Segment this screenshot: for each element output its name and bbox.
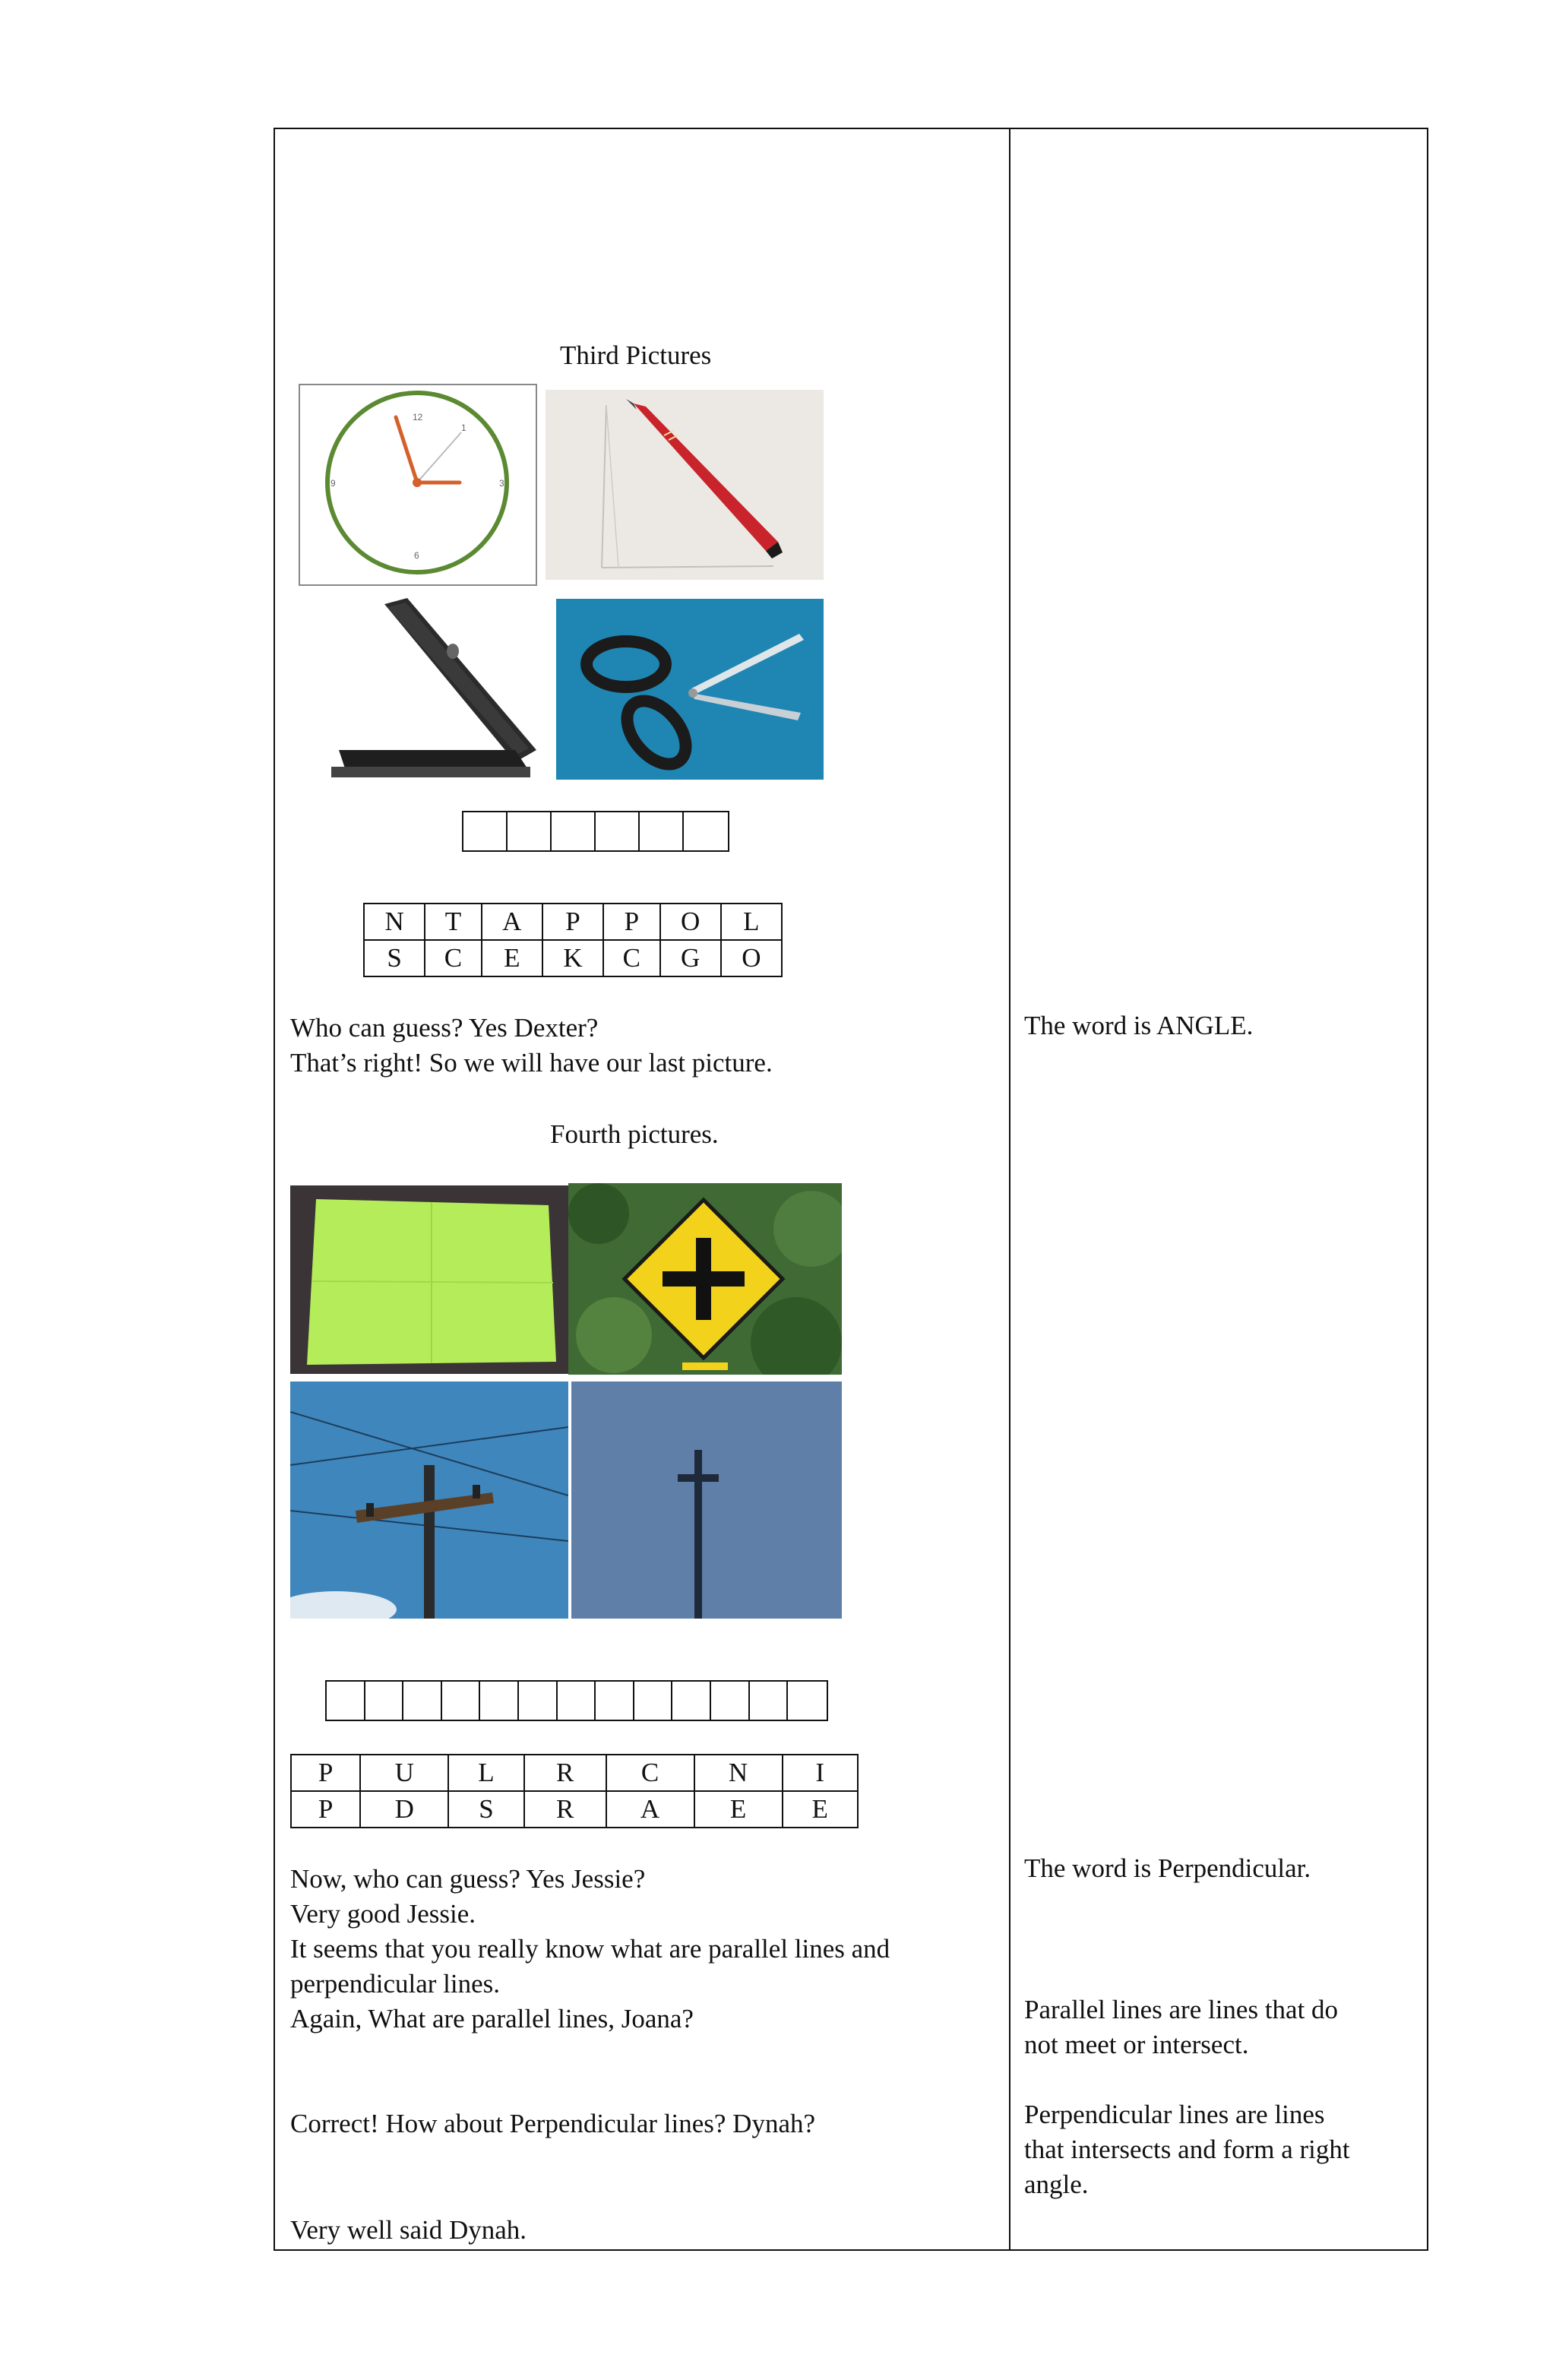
letter-cell: A: [606, 1791, 694, 1828]
svg-text:6: 6: [414, 550, 419, 561]
statement-know-lines: It seems that you really know what are parallel lines and: [290, 1934, 890, 1964]
answer-perpendicular-def-line1: Perpendicular lines are lines: [1024, 2100, 1325, 2129]
svg-text:1: 1: [461, 423, 466, 433]
letter-cell: C: [606, 1755, 694, 1791]
letter-cell: N: [694, 1755, 783, 1791]
letter-cell: K: [542, 940, 603, 976]
letter-cell: L: [448, 1755, 523, 1791]
third-pictures-title: Third Pictures: [560, 340, 712, 370]
letter-cell: O: [721, 940, 782, 976]
road-sign-image: [568, 1183, 842, 1375]
answer-perpendicular-def-line3: angle.: [1024, 2170, 1089, 2199]
praise-dynah: Very well said Dynah.: [290, 2215, 527, 2245]
statement-last-picture: That’s right! So we will have our last picture.: [290, 1048, 773, 1078]
letter-cell: U: [360, 1755, 448, 1791]
question-jessie: Now, who can guess? Yes Jessie?: [290, 1864, 646, 1894]
answer-parallel-line2: not meet or intersect.: [1024, 2030, 1249, 2059]
svg-text:9: 9: [330, 478, 336, 489]
cross-pole-image: [571, 1381, 842, 1619]
answer-perpendicular-def-line2: that intersects and form a right: [1024, 2135, 1350, 2164]
scissors-image: [556, 599, 824, 780]
letter-cell: A: [482, 904, 542, 940]
letter-cell: E: [783, 1791, 859, 1828]
laptop-image: [324, 598, 539, 785]
letter-cell: G: [660, 940, 721, 976]
utility-pole-image: [290, 1381, 568, 1619]
letter-cell: E: [482, 940, 542, 976]
letter-cell: S: [448, 1791, 523, 1828]
letter-cell: R: [524, 1755, 606, 1791]
praise-jessie: Very good Jessie.: [290, 1899, 476, 1929]
letter-cell: T: [425, 904, 482, 940]
letter-cell: L: [721, 904, 782, 940]
answer-parallel-line1: Parallel lines are lines that do: [1024, 1995, 1339, 2024]
fourth-letter-grid: [290, 1754, 859, 1828]
question-joana: Again, What are parallel lines, Joana?: [290, 2004, 694, 2033]
pen-image: [546, 390, 824, 580]
letter-cell: P: [603, 904, 660, 940]
fourth-answer-boxes: [325, 1680, 828, 1721]
question-dynah: Correct! How about Perpendicular lines? Dynah?: [290, 2109, 816, 2138]
letter-cell: P: [542, 904, 603, 940]
letter-cell: R: [524, 1791, 606, 1828]
letter-cell: E: [694, 1791, 783, 1828]
letter-cell: C: [603, 940, 660, 976]
letter-cell: N: [364, 904, 425, 940]
svg-text:3: 3: [499, 478, 504, 489]
letter-cell: I: [783, 1755, 859, 1791]
svg-text:12: 12: [413, 412, 423, 423]
answer-angle: The word is ANGLE.: [1024, 1011, 1254, 1040]
third-letter-grid: [363, 903, 783, 977]
letter-cell: C: [425, 940, 482, 976]
letter-cell: S: [364, 940, 425, 976]
clock-image: [299, 384, 537, 586]
answer-perpendicular: The word is Perpendicular.: [1024, 1853, 1311, 1883]
column-divider: [1009, 128, 1010, 2251]
letter-cell: P: [291, 1755, 360, 1791]
fourth-pictures-title: Fourth pictures.: [550, 1119, 719, 1149]
letter-cell: D: [360, 1791, 448, 1828]
letter-cell: P: [291, 1791, 360, 1828]
folded-paper-image: [290, 1185, 568, 1374]
question-dexter: Who can guess? Yes Dexter?: [290, 1013, 599, 1043]
statement-perpendicular-lines: perpendicular lines.: [290, 1969, 501, 1999]
letter-cell: O: [660, 904, 721, 940]
third-answer-boxes: [462, 811, 729, 852]
